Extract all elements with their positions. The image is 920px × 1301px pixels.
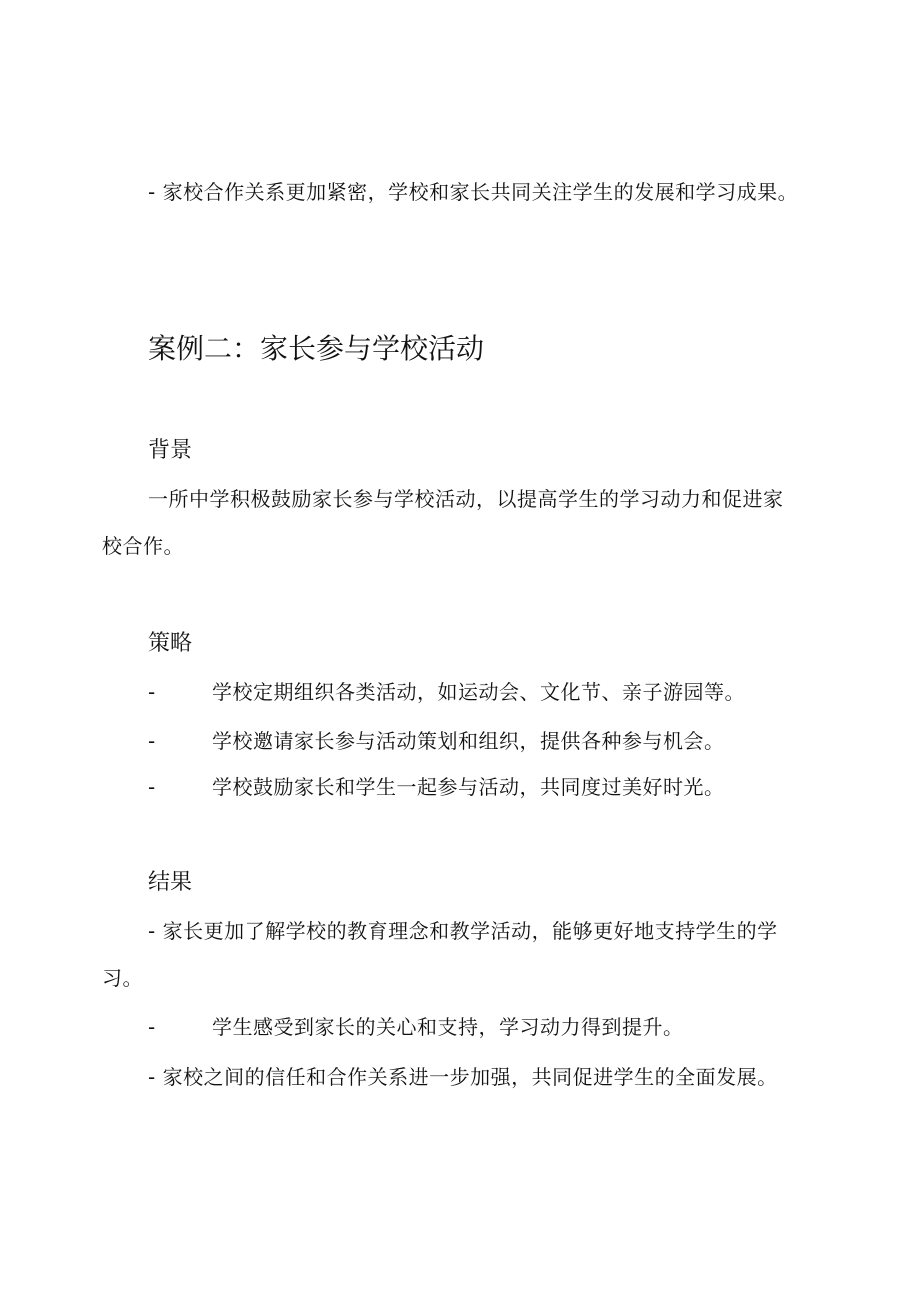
strategy-item-text: 学校邀请家长参与活动策划和组织，提供各种参与机会。	[212, 729, 725, 753]
strategy-item	[148, 677, 828, 707]
strategy-heading: 策略	[148, 631, 193, 656]
bullet-dash: -	[148, 680, 156, 704]
bullet-dash: -	[148, 729, 156, 753]
intro-paragraph: - 家校合作关系更加紧密，学校和家长共同关注学生的发展和学习成果。	[148, 180, 799, 204]
results-item: - 家校之间的信任和合作关系进一步加强，共同促进学生的全面发展。	[148, 1065, 778, 1089]
background-paragraph: 一所中学积极鼓励家长参与学校活动，以提高学生的学习动力和促进家校合作。	[102, 487, 784, 558]
bullet-dash: -	[148, 775, 156, 799]
results-item	[148, 1012, 828, 1042]
bullet-dash: -	[148, 1015, 156, 1039]
background-heading: 背景	[148, 438, 193, 463]
strategy-item-text: 学校鼓励家长和学生一起参与活动，共同度过美好时光。	[212, 775, 725, 799]
results-item: - 家长更加了解学校的教育理念和教学活动，能够更好地支持学生的学习。	[102, 919, 778, 990]
results-item-text: 学生感受到家长的关心和支持，学习动力得到提升。	[212, 1015, 684, 1039]
strategy-item-text: 学校定期组织各类活动，如运动会、文化节、亲子游园等。	[212, 680, 745, 704]
strategy-item	[148, 772, 828, 802]
results-heading: 结果	[148, 870, 193, 895]
strategy-item	[148, 726, 828, 756]
section-title: 案例二：家长参与学校活动	[148, 332, 485, 365]
